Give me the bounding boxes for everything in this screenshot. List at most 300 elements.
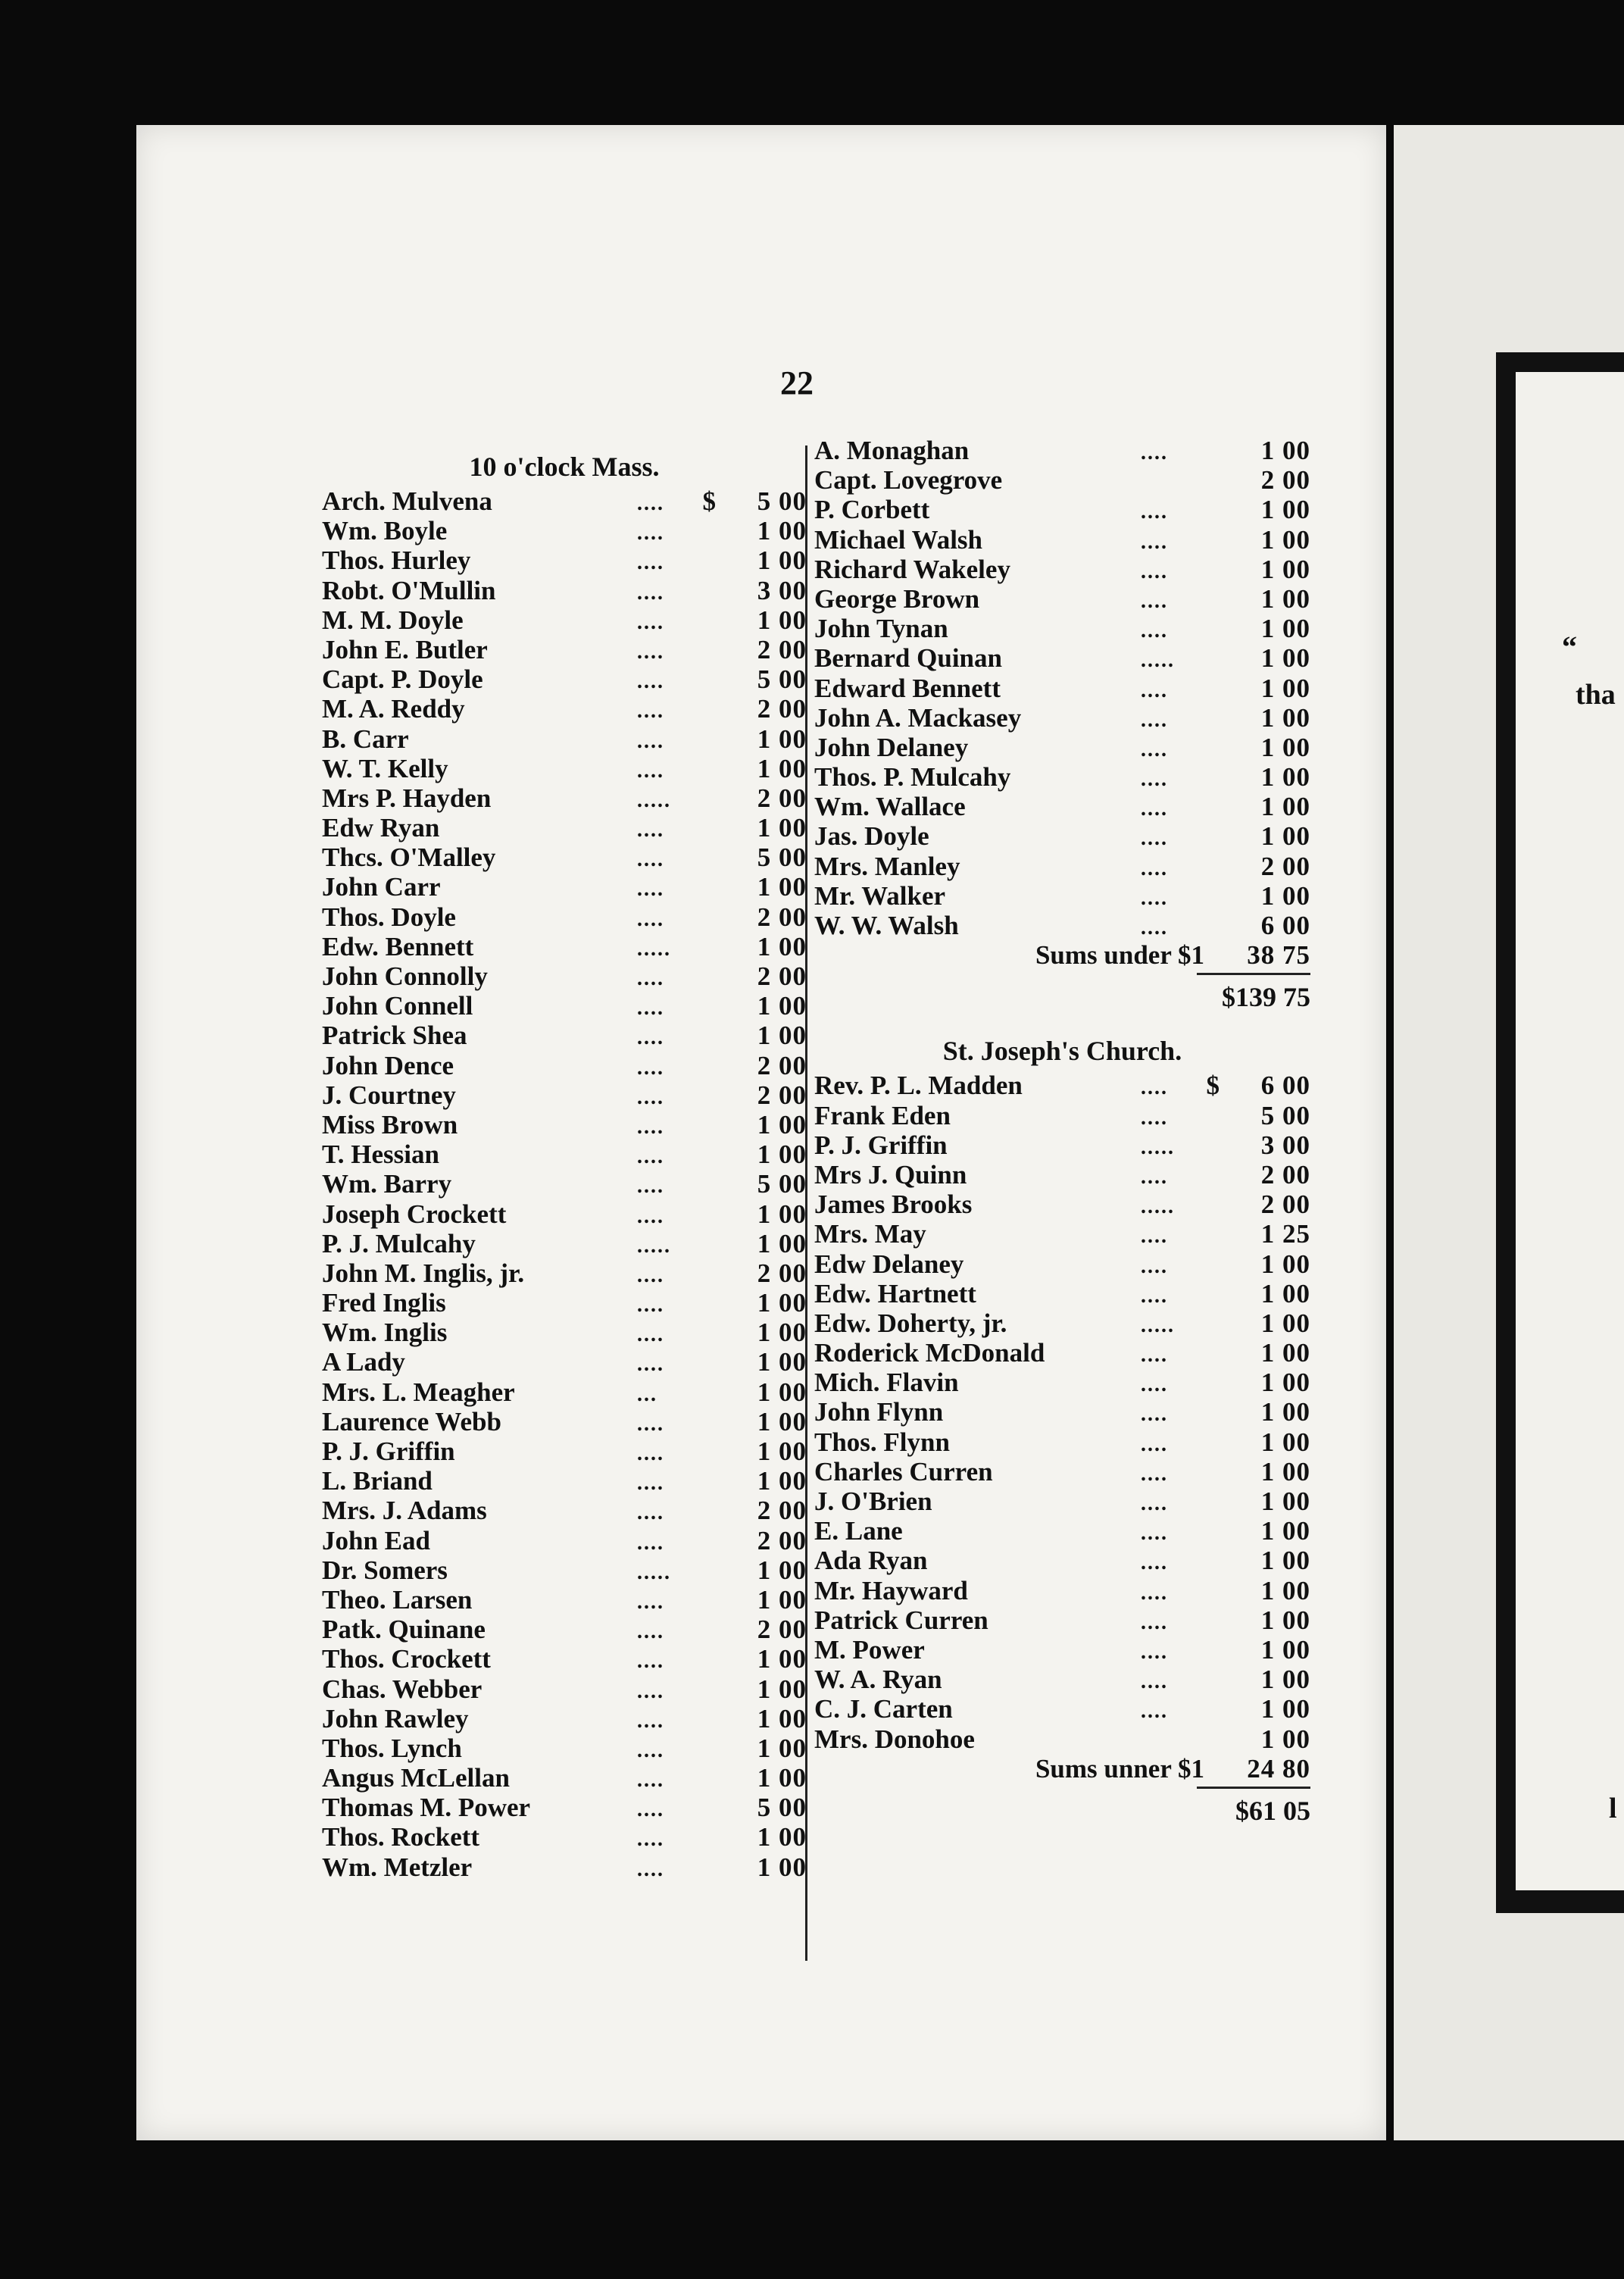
leader-dots: ....	[637, 967, 664, 990]
amount: 1 00	[757, 1555, 807, 1585]
contributor-name: Charles Curren	[814, 1456, 993, 1487]
amount: 2 00	[757, 783, 807, 813]
leader-dots: ....	[1141, 1224, 1168, 1249]
amount: 5 00	[757, 843, 807, 873]
leader-dots: ....	[637, 1768, 664, 1793]
amount: 1 00	[1260, 524, 1310, 555]
list-item	[322, 1852, 807, 1882]
amount: 1 00	[757, 872, 807, 902]
leader-dots: ....	[637, 1590, 664, 1614]
leader-dots: ....	[1141, 856, 1168, 880]
leader-dots: ....	[1141, 678, 1168, 702]
contributor-name: Edw Delaney	[814, 1249, 964, 1279]
list-item	[322, 1822, 807, 1852]
list-item	[814, 1576, 1310, 1605]
amount: 1 00	[1260, 673, 1310, 703]
amount: 2 00	[757, 634, 807, 664]
amount: 1 00	[757, 1288, 807, 1318]
leader-dots: ....	[1141, 1492, 1168, 1515]
list-item	[814, 762, 1310, 792]
list-item	[814, 1308, 1310, 1338]
list-item	[814, 1427, 1310, 1457]
amount: 2 00	[1260, 1190, 1310, 1220]
left-column	[322, 447, 807, 1882]
contributor-name: Capt. P. Doyle	[322, 664, 483, 695]
contributor-name: Mrs J. Quinn	[814, 1159, 967, 1190]
amount: 1 00	[1260, 1487, 1310, 1516]
amount: 1 00	[757, 1852, 807, 1882]
contributor-name: Frank Eden	[814, 1100, 951, 1130]
amount: 3 00	[757, 575, 807, 605]
amount: 1 00	[757, 1733, 807, 1763]
leader-dots: ....	[637, 1708, 664, 1733]
contributor-name: John Ead	[322, 1525, 430, 1555]
list-item	[322, 546, 807, 575]
leader-dots: ....	[1141, 1521, 1168, 1546]
list-item	[322, 1704, 807, 1733]
amount: 2 00	[757, 1496, 807, 1526]
amount: 1 00	[1260, 1368, 1310, 1398]
list-item	[322, 1110, 807, 1140]
contributor-name: W. T. Kelly	[322, 753, 448, 783]
leader-dots: ....	[1141, 1670, 1168, 1694]
leader-dots: ....	[1141, 1165, 1168, 1189]
amount: 2 00	[757, 694, 807, 724]
contributor-name: James Brooks	[814, 1190, 973, 1220]
sums-under-amount: 38 75	[1247, 940, 1310, 971]
leader-dots: ....	[1141, 886, 1168, 910]
list-item	[814, 1487, 1310, 1516]
leader-dots: ....	[637, 1204, 664, 1228]
contributor-name: John Rawley	[322, 1703, 469, 1733]
contributor-name: Mrs P. Hayden	[322, 783, 492, 813]
list-item	[814, 555, 1310, 584]
leader-dots: ....	[1141, 500, 1168, 524]
contributor-name: M. Power	[814, 1634, 925, 1665]
leader-dots: ....	[637, 1263, 664, 1287]
amount: 1 25	[1260, 1219, 1310, 1249]
leader-dots: ....	[637, 1501, 664, 1525]
amount: 1 00	[757, 1377, 807, 1407]
contributor-name: John M. Inglis, jr.	[322, 1258, 525, 1288]
list-item	[322, 754, 807, 783]
list-item	[322, 1466, 807, 1496]
list-item	[322, 1199, 807, 1229]
contributor-name: Laurence Webb	[322, 1406, 501, 1436]
amount: 1 00	[1260, 1694, 1310, 1724]
list-item	[322, 1169, 807, 1199]
list-item	[322, 783, 807, 813]
amount: 1 00	[757, 1318, 807, 1348]
amount: 1 00	[1260, 614, 1310, 644]
leader-dots: .....	[637, 1233, 671, 1258]
list-item	[814, 1546, 1310, 1575]
amount: 3 00	[1260, 1130, 1310, 1160]
list-item	[322, 961, 807, 991]
amount: 1 00	[757, 1822, 807, 1852]
list-item	[814, 881, 1310, 911]
list-item	[814, 703, 1310, 733]
amount: 2 00	[1260, 851, 1310, 881]
leader-dots: ....	[1141, 1343, 1168, 1368]
list-item	[814, 792, 1310, 821]
leader-dots: .....	[637, 788, 671, 812]
contributor-name: Angus McLellan	[322, 1763, 510, 1793]
list-item	[322, 1496, 807, 1525]
amount: 1 00	[757, 1021, 807, 1051]
contributor-name: L. Briand	[322, 1466, 433, 1496]
list-item	[814, 1071, 1310, 1100]
amount: 1 00	[1260, 1724, 1310, 1754]
contributor-name: Mr. Hayward	[814, 1575, 968, 1605]
list-item	[814, 821, 1310, 851]
contributor-name: John Flynn	[814, 1397, 944, 1427]
list-item	[322, 1021, 807, 1050]
contributor-name: Patk. Quinane	[322, 1615, 486, 1645]
leader-dots: ....	[1141, 737, 1168, 761]
contributor-name: B. Carr	[322, 724, 409, 754]
section-heading-st-josephs-church: St. Joseph's Church.	[942, 1036, 1182, 1067]
amount: 2 00	[1260, 1159, 1310, 1190]
list-item	[814, 1665, 1310, 1694]
contributor-name: Roderick McDonald	[814, 1338, 1045, 1368]
list-item	[322, 724, 807, 754]
leader-dots: ....	[1141, 1373, 1168, 1397]
contributor-name: Fred Inglis	[322, 1288, 446, 1318]
total-st-josephs-church: $61 05	[1235, 1795, 1310, 1826]
leader-dots: ....	[637, 729, 664, 753]
list-item	[814, 852, 1310, 881]
amount: 1 00	[1260, 1249, 1310, 1279]
list-item	[322, 1377, 807, 1407]
contributor-name: George Brown	[814, 583, 980, 614]
amount: 1 00	[1260, 1605, 1310, 1635]
total-rule	[1197, 1787, 1310, 1789]
amount: 1 00	[757, 1228, 807, 1258]
amount: 1 00	[757, 1347, 807, 1377]
contributor-name: John E. Butler	[322, 634, 488, 664]
leader-dots: ....	[1141, 1610, 1168, 1634]
contributor-name: Richard Wakeley	[814, 554, 1010, 584]
leader-dots: ....	[637, 639, 664, 664]
list-item	[814, 674, 1310, 703]
amount: 1 00	[1260, 1575, 1310, 1605]
leader-dots: ...	[637, 1382, 657, 1406]
leader-dots: ....	[637, 1085, 664, 1109]
contributor-name: Arch. Mulvena	[322, 486, 492, 516]
amount: 1 00	[1260, 1427, 1310, 1457]
amount: 5 00	[757, 1169, 807, 1199]
leader-dots: ....	[1141, 441, 1168, 464]
contributor-name: Mich. Flavin	[814, 1368, 959, 1398]
leader-dots: ....	[637, 1174, 664, 1199]
contributor-name: Wm. Boyle	[322, 516, 448, 546]
amount: 1 00	[1260, 583, 1310, 614]
leader-dots: ....	[1141, 1640, 1168, 1664]
amount: 1 00	[757, 1644, 807, 1674]
sums-unner-amount: 24 80	[1247, 1753, 1310, 1783]
contributor-name: Bernard Quinan	[814, 643, 1002, 674]
contributor-name: W. W. Walsh	[814, 911, 959, 940]
total-10-oclock-mass: $139 75	[1222, 982, 1310, 1013]
contributor-name: J. Courtney	[322, 1080, 456, 1110]
contributor-name: W. A. Ryan	[814, 1665, 942, 1695]
amount: 6 00	[1260, 911, 1310, 940]
contributor-name: Miss Brown	[322, 1109, 458, 1140]
amount: 1 00	[1260, 643, 1310, 674]
amount: 1 00	[1260, 821, 1310, 852]
amount: 1 00	[1260, 436, 1310, 465]
amount: 1 00	[757, 1109, 807, 1140]
leader-dots: ....	[637, 670, 664, 694]
list-item	[814, 1368, 1310, 1397]
amount: 1 00	[757, 1199, 807, 1229]
amount: 1 00	[1260, 792, 1310, 822]
leader-dots: ....	[637, 1026, 664, 1050]
list-item	[322, 516, 807, 546]
list-item	[814, 1338, 1310, 1368]
amount: 2 00	[757, 961, 807, 991]
amount: 1 00	[1260, 732, 1310, 762]
contributor-name: E. Lane	[814, 1516, 903, 1546]
list-item	[322, 1555, 807, 1585]
contributor-name: Robt. O'Mullin	[322, 575, 496, 605]
list-item	[322, 486, 807, 516]
amount: 1 00	[757, 1406, 807, 1436]
leader-dots: ....	[637, 699, 664, 724]
contributor-name: Mrs. Manley	[814, 851, 960, 881]
section-heading-10-oclock-mass: 10 o'clock Mass.	[469, 452, 660, 482]
amount: 2 00	[757, 902, 807, 932]
sums-unner-label: Sums unner $1	[1035, 1753, 1204, 1783]
leader-dots: .....	[637, 1560, 671, 1584]
amount: 1 00	[757, 1703, 807, 1733]
leader-dots: ....	[1141, 767, 1168, 792]
amount: 1 00	[1260, 1546, 1310, 1576]
list-item	[322, 1585, 807, 1615]
amount: 2 00	[757, 1615, 807, 1645]
list-item	[322, 1793, 807, 1822]
contributor-name: Thos. Crockett	[322, 1644, 491, 1674]
leader-dots: .....	[1141, 1195, 1175, 1219]
leader-dots: ....	[1141, 1402, 1168, 1427]
list-item	[814, 525, 1310, 555]
contributor-name: A Lady	[322, 1347, 405, 1377]
contributor-name: Thomas M. Power	[322, 1793, 531, 1823]
contributor-name: John Connell	[322, 991, 473, 1021]
contributor-name: Edward Bennett	[814, 673, 1001, 703]
amount: 5 00	[757, 664, 807, 695]
list-item	[814, 495, 1310, 524]
contributor-name: P. J. Griffin	[814, 1130, 948, 1160]
contributor-name: P. J. Griffin	[322, 1436, 455, 1466]
amount: 1 00	[1260, 702, 1310, 733]
leader-dots: ....	[637, 1649, 664, 1674]
list-item	[814, 1635, 1310, 1665]
list-item	[814, 1101, 1310, 1130]
amount: 1 00	[1260, 1665, 1310, 1695]
list-item	[814, 1457, 1310, 1487]
list-item	[322, 635, 807, 664]
amount: 1 00	[757, 931, 807, 961]
list-item	[322, 1080, 807, 1110]
amount: 1 00	[757, 753, 807, 783]
amount: 1 00	[757, 724, 807, 754]
list-item	[322, 1140, 807, 1169]
contributor-name: Thos. Doyle	[322, 902, 456, 932]
leader-dots: ....	[637, 848, 664, 872]
leader-dots: ....	[1141, 1699, 1168, 1724]
leader-dots: ....	[637, 1145, 664, 1169]
contributor-name: John Carr	[322, 872, 441, 902]
list-item	[814, 733, 1310, 762]
leader-dots: ....	[1141, 559, 1168, 583]
page-number: 22	[780, 364, 814, 402]
list-item	[322, 902, 807, 932]
contributor-name: Joseph Crockett	[322, 1199, 507, 1229]
contributor-name: M. A. Reddy	[322, 694, 465, 724]
list-item	[814, 1605, 1310, 1635]
list-item	[814, 1190, 1310, 1219]
contributor-name: Capt. Lovegrove	[814, 465, 1003, 496]
list-item	[814, 643, 1310, 673]
contributor-name: P. Corbett	[814, 495, 930, 525]
leader-dots: ....	[1141, 1551, 1168, 1575]
amount: 1 00	[1260, 1456, 1310, 1487]
contributor-name: C. J. Carten	[814, 1694, 953, 1724]
contributor-name: John Connolly	[322, 961, 488, 991]
leader-dots: ....	[1141, 1076, 1168, 1100]
sums-under-label: Sums under $1	[1035, 940, 1204, 971]
right-column	[814, 436, 1310, 1830]
amount: 2 00	[1260, 465, 1310, 496]
list-item	[814, 1724, 1310, 1754]
contributor-name: Thos. Rockett	[322, 1822, 480, 1852]
amount: 2 00	[757, 1258, 807, 1288]
leader-dots: ....	[637, 1442, 664, 1465]
amount: 1 00	[757, 1674, 807, 1704]
leader-dots: ....	[637, 1798, 664, 1822]
amount: 1 00	[757, 1763, 807, 1793]
amount: 2 00	[757, 1525, 807, 1555]
amount: 1 00	[1260, 1397, 1310, 1427]
leader-dots: ....	[637, 1055, 664, 1080]
list-item	[322, 1288, 807, 1318]
leader-dots: ....	[1141, 1432, 1168, 1456]
list-item	[814, 465, 1310, 495]
contributor-name: Thos. P. Mulcahy	[814, 762, 1011, 792]
leader-dots: ....	[637, 1827, 664, 1852]
contributor-name: Edw. Hartnett	[814, 1278, 976, 1308]
amount: 1 00	[757, 546, 807, 576]
amount: 1 00	[757, 1466, 807, 1496]
list-item	[322, 694, 807, 724]
contributor-name: Michael Walsh	[814, 524, 983, 555]
amount: 1 00	[1260, 495, 1310, 525]
list-item	[322, 1674, 807, 1704]
leader-dots: ....	[1141, 619, 1168, 643]
list-item	[322, 843, 807, 872]
leader-dots: .....	[637, 936, 671, 961]
leader-dots: ....	[637, 1530, 664, 1555]
leader-dots: ....	[1141, 1105, 1168, 1130]
leader-dots: ....	[637, 1293, 664, 1318]
list-item	[322, 1763, 807, 1793]
amount: 1 00	[1260, 1308, 1310, 1338]
adjacent-page-fragment-quote: “	[1562, 630, 1577, 664]
leader-dots: ....	[637, 1620, 664, 1644]
leader-dots: ....	[637, 1857, 664, 1881]
list-item	[814, 614, 1310, 643]
leader-dots: ....	[637, 492, 664, 515]
contributor-name: Wm. Barry	[322, 1169, 452, 1199]
leader-dots: ....	[637, 1411, 664, 1436]
contributor-name: Thos. Lynch	[322, 1733, 462, 1763]
list-item	[814, 1219, 1310, 1249]
leader-dots: ....	[1141, 1461, 1168, 1486]
contributor-name: John A. Mackasey	[814, 702, 1022, 733]
leader-dots: ....	[1141, 708, 1168, 732]
contributor-name: Thos. Flynn	[814, 1427, 950, 1457]
list-item	[814, 1516, 1310, 1546]
leader-dots: ....	[1141, 589, 1168, 613]
list-item	[322, 991, 807, 1021]
amount: 2 00	[757, 1080, 807, 1110]
leader-dots: ....	[637, 877, 664, 902]
list-item	[322, 1258, 807, 1288]
leader-dots: .....	[1141, 649, 1175, 673]
list-item	[322, 1229, 807, 1258]
list-item	[814, 1130, 1310, 1160]
list-item	[814, 436, 1310, 465]
list-item	[322, 932, 807, 961]
leader-dots: ....	[637, 996, 664, 1021]
list-item	[322, 1733, 807, 1763]
amount: 1 00	[1260, 1278, 1310, 1308]
amount: 1 00	[757, 1584, 807, 1615]
amount: 1 00	[1260, 1338, 1310, 1368]
amount: 2 00	[757, 1050, 807, 1080]
list-item	[814, 1694, 1310, 1724]
leader-dots: ....	[637, 551, 664, 575]
sums-under-row	[814, 940, 1310, 970]
list-item	[322, 872, 807, 902]
leader-dots: ....	[637, 907, 664, 931]
contributor-name: Edw. Bennett	[322, 931, 474, 961]
contributor-name: Wm. Inglis	[322, 1318, 448, 1348]
leader-dots: ....	[637, 1352, 664, 1377]
list-item	[322, 1051, 807, 1080]
amount: 1 00	[757, 1140, 807, 1170]
list-item	[322, 664, 807, 694]
contributor-name: Rev. P. L. Madden	[814, 1071, 1023, 1101]
list-item	[322, 605, 807, 635]
list-item	[814, 1160, 1310, 1190]
leader-dots: .....	[1141, 1135, 1175, 1159]
leader-dots: ....	[637, 521, 664, 546]
leader-dots: ....	[1141, 797, 1168, 821]
left-column-list	[322, 486, 807, 1882]
amount: 1 00	[1260, 554, 1310, 584]
leader-dots: ....	[637, 1323, 664, 1347]
list-item	[322, 813, 807, 843]
amount: 1 00	[1260, 762, 1310, 792]
amount: 5 00	[1260, 1100, 1310, 1130]
leader-dots: ....	[637, 1679, 664, 1703]
adjacent-page-fragment-word: tha	[1576, 679, 1616, 711]
amount: 1 00	[757, 516, 807, 546]
contributor-name: Edw. Doherty, jr.	[814, 1308, 1007, 1338]
